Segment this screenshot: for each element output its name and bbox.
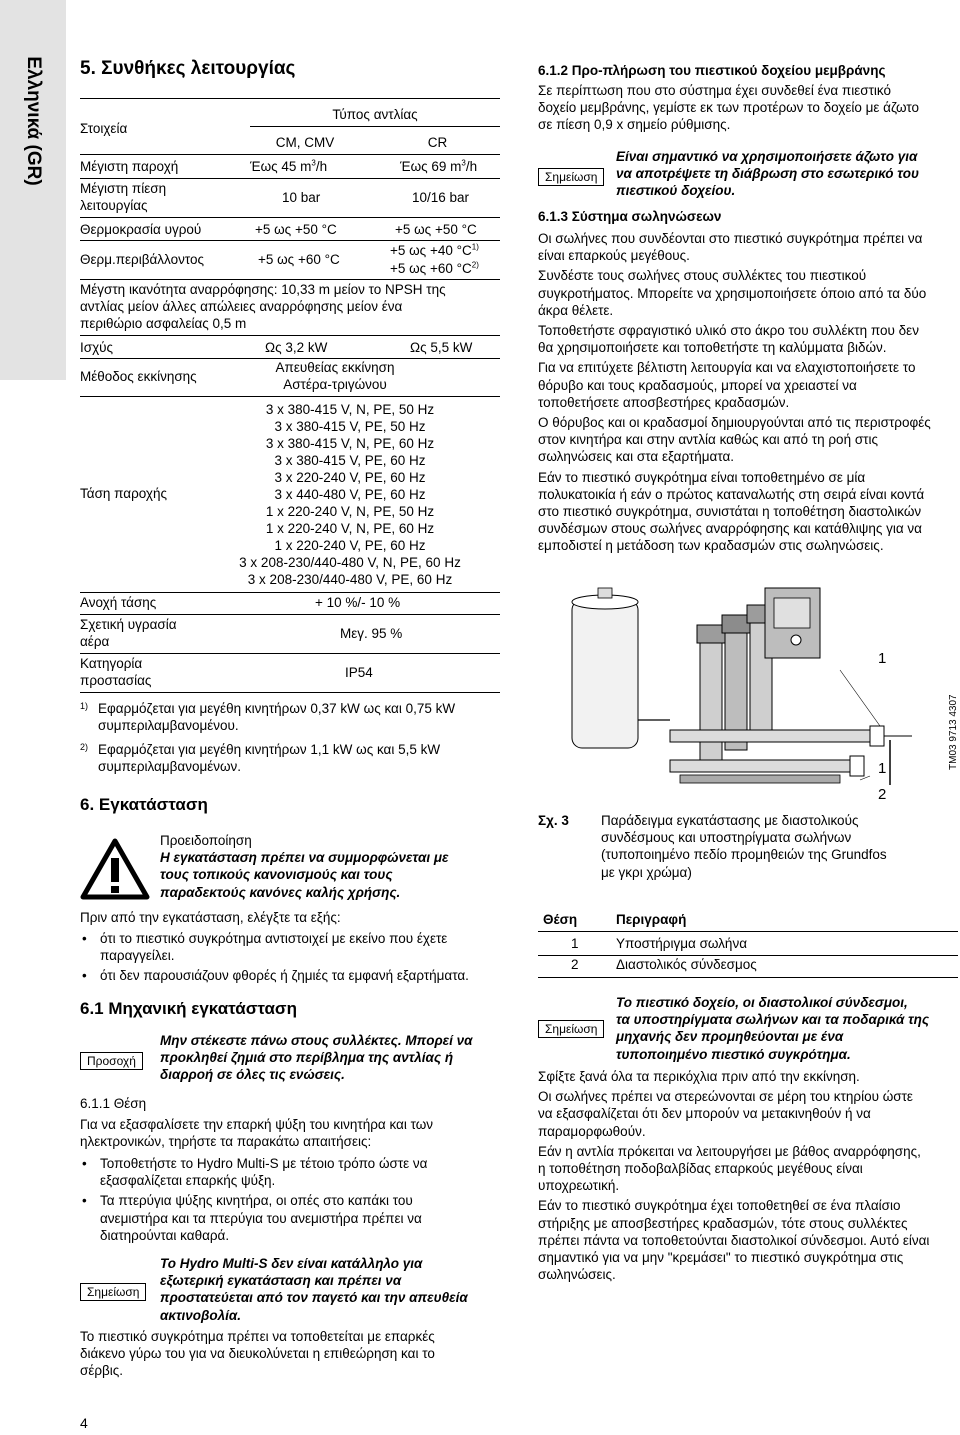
max-flow-label: Μέγιστη παροχή bbox=[80, 159, 179, 174]
supply-voltage-item: 3 x 380-415 V, PE, 60 Hz bbox=[274, 453, 426, 468]
warning-icon bbox=[80, 838, 150, 900]
piping-paragraphs: Οι σωλήνες που συνδέονται στο πιεστικό συγκρότημα πρέπει να είναι επαρκούς μεγέθους. Συνδέστε τους σωλήνες στους συλλέκτες του πιεστικού συγκροτήματος. Μπορείτε να χρησιμοποιήσετε όποιο από τα δύο άκρα θέλετε. Τοποθετήστε σφραγιστικό υλικό στο άκρο του συλλέκτη που δεν θα χρησιμοποιήσετε και τοποθετήστε τη καλύμματα βιδών. Για να επιτύχετε βέλτιστη λειτουργία και να ελαχιστοποιήσετε το θόρυβο και τους κραδασμούς, μπορεί να χρειαστεί να τοποθετήσετε αποσβεστήρες κραδασμών. Ο θόρυβος και οι κραδασμοί δημιουργούνται από τις περιστροφές στον κινητήρα και στην αντλία καθώς και από τη ροή στις σωληνώσεις και στα εξαρτήματα. Εάν το πιεστικό συγκρότημα είναι τοποθετημένο σε μία πολυκατοικία ή εάν ο πρώτος καταναλωτής στη σειρά είναι κοντά στο πιεστικό συγκρότημα, συνιστάται η τοποθέτηση διαστολικών συνδέσμων στους σωλήνες αναρρόφησης και κατάθλιψης για να εμποδιστεί η μετάδοση των κραδασμών στις σωληνώσεις. bbox=[538, 231, 931, 554]
subsection-6-1-1: 6.1.1 Θέση bbox=[80, 1096, 147, 1111]
supply-voltage-item: 3 x 208-230/440-480 V, PE, 60 Hz bbox=[247, 572, 453, 587]
power-cm: Ως 3,2 kW bbox=[265, 340, 328, 355]
supply-voltage-item: 1 x 220-240 V, PE, 60 Hz bbox=[274, 538, 426, 553]
humidity-label-line2: αέρα bbox=[80, 634, 110, 649]
callout-1-top: 1 bbox=[878, 650, 887, 667]
caution-text: Μην στέκεστε πάνω στους συλλέκτες. Μπορεί να προκληθεί ζημιά στο περίβλημα της αντλίας ή διαρροή σε όλες τις ενώσεις. bbox=[160, 1033, 473, 1083]
desc-header: Περιγραφή bbox=[616, 912, 687, 927]
cm-cmv-header: CM, CMV bbox=[275, 135, 335, 150]
note-text: To Hydro Multi-S δεν είναι κατάλληλο για εξωτερική εγκατάσταση και πρέπει να προστατεύεται από τον παγετό και την απευθεία ακτινοβολία. bbox=[160, 1256, 468, 1323]
note-label-scope: Σημείωση bbox=[538, 1020, 604, 1038]
pos-cell: 2 bbox=[571, 957, 579, 972]
callout-1-bottom: 1 bbox=[878, 760, 887, 777]
final-paragraphs: Σφίξτε ξανά όλα τα περικόχλια πριν από την εκκίνηση. Οι σωλήνες πρέπει να στερεώνονται σε μέρη του κτηρίου ώστε να εξασφαλίζεται ότι δεν μπορούν να μετακινηθούν ή να παραμορφωθούν. Εάν η αντλία πρόκειται να λειτουργήσει με βάθος αναρρόφησης, η τοποθέτηση ποδοβαλβίδας επαρκούς μεγέθους είναι υποχρεωτική. Εάν το πιεστικό συγκρότημα έχει τοποθετηθεί σε ένα πλαίσιο στήριξης με αποσβεστήρες κραδασμών, τότε στους συλλέκτες πρέπει πάντα να τοποθετούνται διαστολικοί σύνδεσμοι. Αυτό είναι σημαντικό για να μην "κρεμάσει" το πιεστικό συγκρότημα στις σωληνώσεις. bbox=[538, 1069, 930, 1283]
ambient-temp-cr-2: +5 ως +60 $^\circ C^{2)}$ bbox=[390, 260, 479, 276]
figure-label: Σχ. 3 bbox=[538, 813, 569, 828]
desc-cell: Υποστήριγμα σωλήνα bbox=[616, 936, 747, 951]
cr-header: CR bbox=[427, 135, 448, 150]
enclosure-label: Κατηγορία bbox=[80, 656, 143, 671]
suction-line-2: αντλίας μείον άλλες απώλειες αναρρόφησης μείον ένα bbox=[80, 299, 403, 314]
start-star-delta: Αστέρα-τριγώνου bbox=[283, 377, 387, 392]
max-pressure-label: Μέγιστη πίεση bbox=[80, 181, 167, 196]
section-6-1-3-title: 6.1.3 Σύστημα σωληνώσεων bbox=[538, 209, 722, 224]
enclosure-label-line2: προστασίας bbox=[80, 673, 152, 688]
supply-voltage-item: 1 x 220-240 V, N, PE, 60 Hz bbox=[265, 521, 435, 536]
caution-label: Προσοχή bbox=[80, 1052, 143, 1070]
supply-voltage-item: 3 x 220-240 V, PE, 60 Hz bbox=[274, 470, 426, 485]
check-intro: Πριν από την εγκατάσταση, ελέγξτε τα εξής: bbox=[80, 910, 341, 925]
liquid-temp-label: Θερμοκρασία υγρού bbox=[80, 222, 202, 237]
voltage-tolerance-label: Ανοχή τάσης bbox=[80, 595, 157, 610]
liquid-temp-cr: +5 ως +50 °C bbox=[395, 222, 477, 237]
figure-caption: Παράδειγμα εγκατάστασης με διαστολικούς συνδέσμους και υποστηρίγματα σωλήνων (τυποποιημένο πεδίο προμηθειών της Grundfos με γκρι χρώμα) bbox=[601, 813, 887, 880]
language-label: Ελληνικά (GR) bbox=[23, 56, 44, 186]
humidity-value: Μεγ. 95 % bbox=[340, 626, 403, 641]
page-number: 4 bbox=[80, 1415, 88, 1431]
desc-cell: Διαστολικός σύνδεσμος bbox=[616, 957, 757, 972]
footnote-2: 2) Εφαρμόζεται για μεγέθη κινητήρων 1,1 kW ως και 5,5 kW συμπεριλαμβανομένων. bbox=[80, 742, 441, 775]
max-pressure-cm: 10 bar bbox=[282, 190, 321, 205]
power-cr: Ως 5,5 kW bbox=[410, 340, 473, 355]
start-method-label: Μέθοδος εκκίνησης bbox=[80, 369, 197, 384]
section-6-1-title: 6.1 Μηχανική εγκατάσταση bbox=[80, 999, 297, 1018]
cooling-list bbox=[80, 1155, 500, 1247]
ambient-temp-cm: +5 ως +60 °C bbox=[258, 252, 340, 267]
supply-voltage-item: 3 x 380-415 V, N, PE, 50 Hz bbox=[265, 402, 435, 417]
max-pressure-cr: 10/16 bar bbox=[412, 190, 470, 205]
start-direct: Απευθείας εκκίνηση bbox=[275, 360, 395, 375]
max-flow-cr: Έως 69 $m^3/h$ bbox=[400, 158, 478, 174]
language-side-tab bbox=[0, 0, 66, 380]
note-scope-text: Το πιεστικό δοχείο, οι διαστολικοί σύνδεσμοι, τα υποστηρίγματα σωλήνων και τα ποδαρικά της μηχανής δεν προμηθεύονται με ένα τυποποιημένο πιεστικό συγκρότημα. bbox=[616, 995, 930, 1062]
note-nitrogen-text: Είναι σημαντικό να χρησιμοποιήσετε άζωτο για να αποτρέψετε τη διάβρωση στο εσωτερικό του πιεστικού δοχείου. bbox=[616, 149, 919, 199]
cooling-item: • Τοποθετήστε το Hydro Multi-S με τέτοιο τρόπο ώστε να εξασφαλίζεται επαρκής ψύξη. bbox=[80, 1155, 500, 1189]
footnote-1: 1) Εφαρμόζεται για μεγέθη κινητήρων 0,37 kW ως και 0,75 kW συμπεριλαμβανομένου. bbox=[80, 701, 456, 734]
max-pressure-label-line2: λειτουργίας bbox=[80, 198, 148, 213]
check-item: • ότι το πιεστικό συγκρότημα αντιστοιχεί με εκείνο που έχετε παραγγείλει. bbox=[80, 930, 500, 964]
suction-line-1: Μέγστη ικανότητα αναρρόφησης: 10,33 m μείον το NPSH της bbox=[80, 282, 446, 297]
warning-block: Προειδοποίηση Η εγκατάσταση πρέπει να συμμορφώνεται με τους τοπικούς κανονισμούς και τους παραδεκτούς κανόνες καλής χρήσης. bbox=[160, 833, 449, 900]
liquid-temp-cm: +5 ως +50 °C bbox=[255, 222, 337, 237]
pos-header: Θέση bbox=[543, 912, 578, 927]
cooling-item: • Τα πτερύγια ψύξης κινητήρα, οι οπές στο καπάκι του ανεμιστήρα και τα πτερύγια του ανεμιστήρα πρέπει να διατηρούνται καθαρά. bbox=[80, 1192, 500, 1244]
callout-2: 2 bbox=[878, 786, 887, 803]
pos-cell: 1 bbox=[571, 936, 579, 951]
section-5-title: 5. Συνθήκες λειτουργίας bbox=[80, 58, 296, 79]
prefill-paragraph: Σε περίπτωση που στο σύστημα έχει συνδεθεί ένα πιεστικό δοχείο μεμβράνης, γεμίστε εκ των προτέρων το δοχείο με άζωτο σε πίεση 0,9 x σημείο ρύθμισης. bbox=[538, 83, 919, 133]
humidity-label: Σχετική υγρασία bbox=[80, 617, 177, 632]
clearance-paragraph: Το πιεστικό συγκρότημα πρέπει να τοποθετείται με επαρκές διάκενο γύρω του για να διευκολύνεται η επιθεώρηση και το σέρβις. bbox=[80, 1329, 435, 1379]
section-6-1-2-title: 6.1.2 Προ-πλήρωση του πιεστικού δοχείου μεμβράνης bbox=[538, 63, 886, 78]
ambient-temp-cr-1: +5 ως +40 $^\circ C^{1)}$ bbox=[390, 242, 479, 258]
power-label: Ισχύς bbox=[80, 340, 114, 355]
supply-voltage-item: 3 x 380-415 V, PE, 50 Hz bbox=[274, 419, 426, 434]
supply-voltage-item: 3 x 208-230/440-480 V, N, PE, 60 Hz bbox=[239, 555, 461, 570]
enclosure-value: IP54 bbox=[345, 665, 373, 680]
note-label: Σημείωση bbox=[80, 1283, 146, 1301]
supply-voltage-label: Τάση παροχής bbox=[80, 486, 168, 501]
supply-voltage-item: 3 x 380-415 V, N, PE, 60 Hz bbox=[265, 436, 435, 451]
check-item: • ότι δεν παρουσιάζουν φθορές ή ζημιές τα εμφανή εξαρτήματα. bbox=[80, 967, 500, 984]
pump-type-header: Τύπος αντλίας bbox=[332, 107, 418, 122]
supply-voltage-item: 3 x 440-480 V, PE, 60 Hz bbox=[274, 487, 426, 502]
note-label-nitrogen: Σημείωση bbox=[538, 168, 604, 186]
figure-code: TM03 9713 4307 bbox=[948, 694, 959, 770]
voltage-tolerance-value: + 10 %/- 10 % bbox=[315, 595, 401, 610]
suction-line-3: περιθώριο ασφαλείας 0,5 m bbox=[80, 316, 247, 331]
supply-voltage-item: 1 x 220-240 V, N, PE, 50 Hz bbox=[265, 504, 435, 519]
max-flow-cm: Έως 45 $m^3/h$ bbox=[250, 158, 328, 174]
ambient-temp-label: Θερμ.περιβάλλοντος bbox=[80, 252, 205, 267]
installation-figure bbox=[560, 580, 920, 800]
section-6-title: 6. Εγκατάσταση bbox=[80, 795, 208, 814]
cooling-intro: Για να εξασφαλίσετε την επαρκή ψύξη του κινητήρα και των ηλεκτρονικών, τηρήστε τα παρακάτω απαιτήσεις: bbox=[80, 1117, 434, 1150]
col-data-header: Στοιχεία bbox=[80, 121, 128, 136]
check-list bbox=[80, 930, 500, 988]
